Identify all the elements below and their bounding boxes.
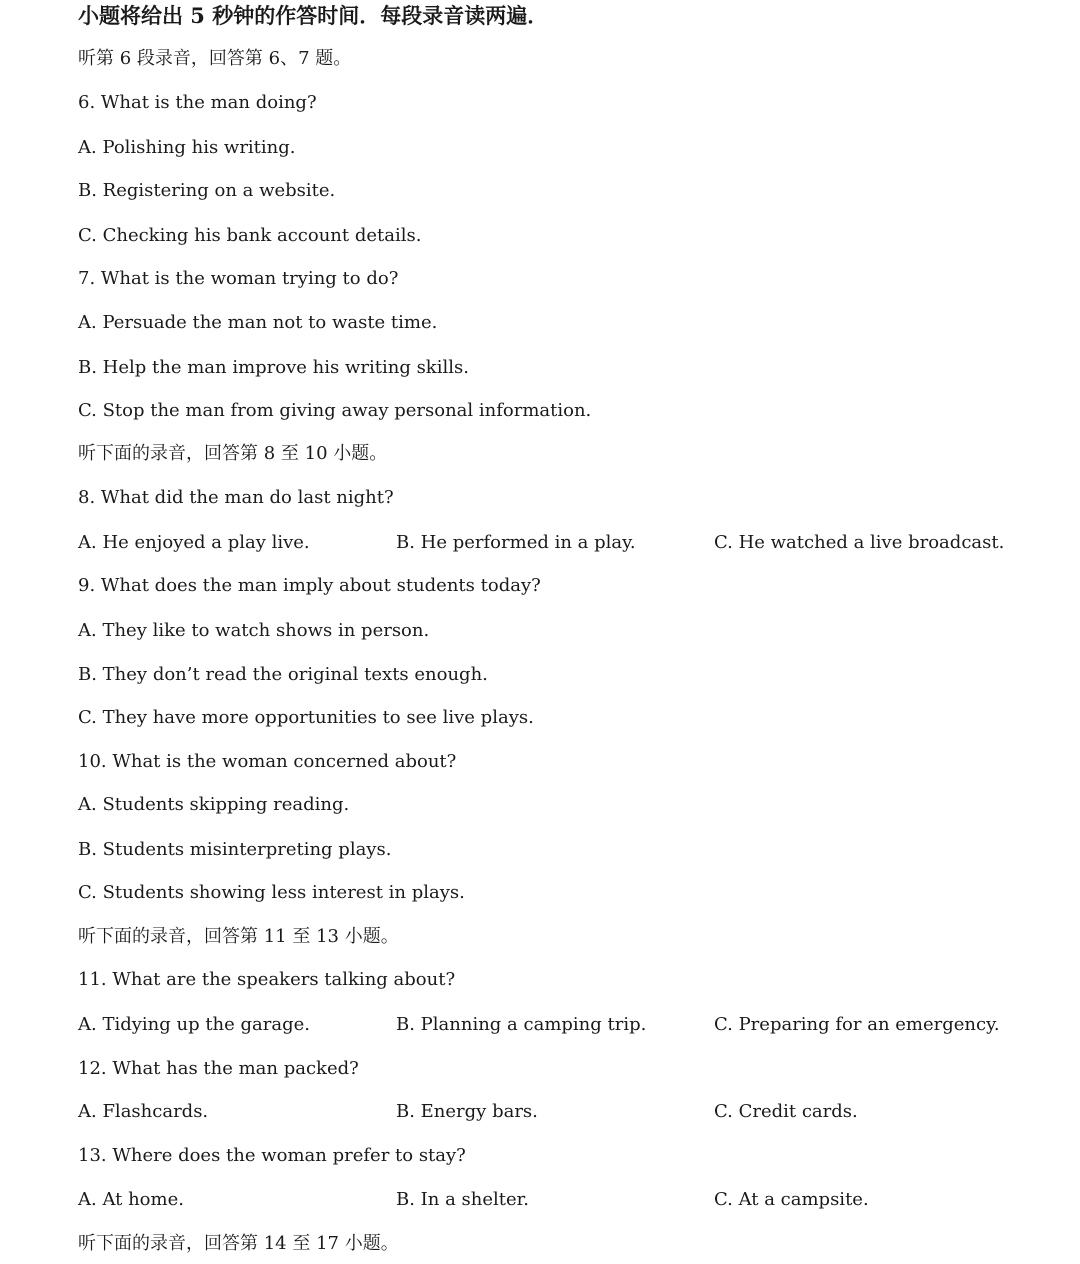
option-9a: A. They like to watch shows in person. [78,620,430,641]
section-heading: 听下面的录音，回答第 11 至 13 小题。 [78,926,399,947]
options-row-8 [78,531,1038,555]
section-heading: 听下面的录音，回答第 8 至 10 小题。 [78,443,388,464]
option-7b: B. Help the man improve his writing skills. [78,357,469,378]
question-6: 6. What is the man doing? [78,92,317,113]
option-11b: B. Planning a camping trip. [396,1014,647,1035]
question-7: 7. What is the woman trying to do? [78,268,399,289]
option-8c: C. He watched a live broadcast. [714,532,1005,553]
options-row-12 [78,1100,1038,1124]
option-10c: C. Students showing less interest in plays. [78,882,465,903]
options-row-11 [78,1013,1038,1037]
section-heading: 听第 6 段录音，回答第 6、7 题。 [78,48,352,69]
option-9b: B. They don’t read the original texts enough. [78,664,488,685]
option-6b: B. Registering on a website. [78,180,336,201]
option-6a: A. Polishing his writing. [78,137,296,158]
question-13: 13. Where does the woman prefer to stay? [78,1145,466,1166]
option-9c: C. They have more opportunities to see live plays. [78,707,534,728]
option-8a: A. He enjoyed a play live. [78,532,310,553]
question-10: 10. What is the woman concerned about? [78,751,457,772]
question-11: 11. What are the speakers talking about? [78,969,456,990]
option-12b: B. Energy bars. [396,1101,538,1122]
option-11a: A. Tidying up the garage. [78,1014,311,1035]
option-7a: A. Persuade the man not to waste time. [78,312,438,333]
options-row-13 [78,1188,1038,1212]
option-10b: B. Students misinterpreting plays. [78,839,392,860]
option-12a: A. Flashcards. [78,1101,209,1122]
option-10a: A. Students skipping reading. [78,794,350,815]
question-8: 8. What did the man do last night? [78,487,394,508]
question-12: 12. What has the man packed? [78,1058,359,1079]
option-11c: C. Preparing for an emergency. [714,1014,1000,1035]
option-13a: A. At home. [78,1189,184,1210]
section-heading: 听下面的录音，回答第 14 至 17 小题。 [78,1233,399,1254]
instructions-header: 小题将给出 5 秒钟的作答时间．每段录音读两遍． [78,3,549,28]
option-13c: C. At a campsite. [714,1189,869,1210]
option-6c: C. Checking his bank account details. [78,225,422,246]
question-9: 9. What does the man imply about students today? [78,575,541,596]
option-12c: C. Credit cards. [714,1101,858,1122]
option-7c: C. Stop the man from giving away personal information. [78,400,592,421]
option-8b: B. He performed in a play. [396,532,636,553]
option-13b: B. In a shelter. [396,1189,530,1210]
